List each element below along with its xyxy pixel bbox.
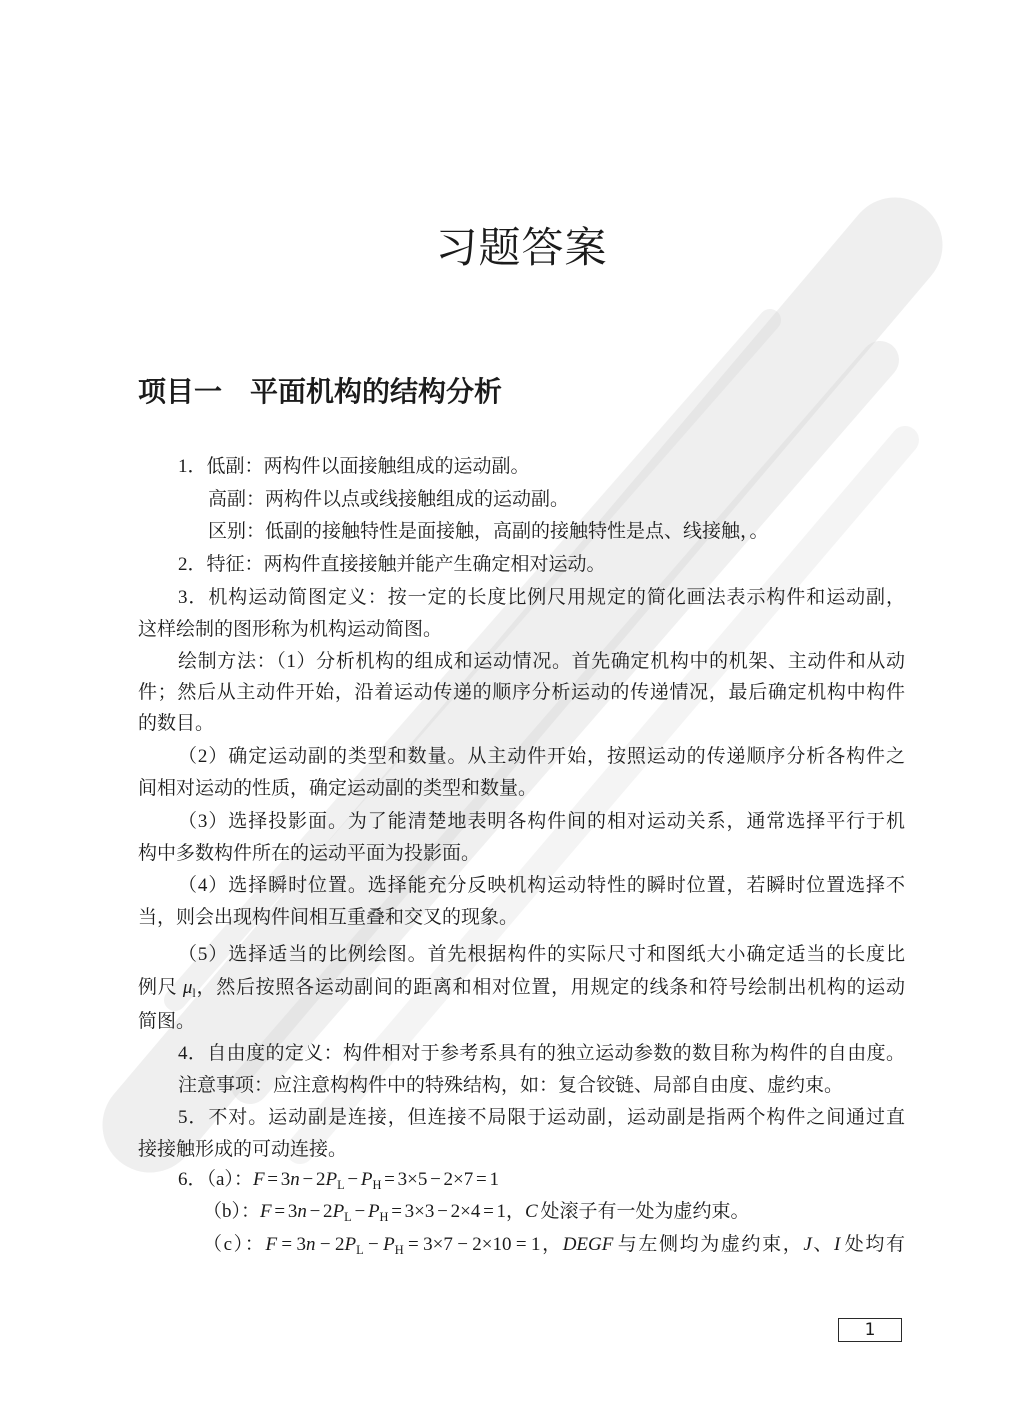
math-subscript: H — [394, 1242, 404, 1257]
answer-1-low-pair: 1．低副：两构件以面接触组成的运动副。 — [178, 456, 530, 477]
answer-3-method-step-5-line-1: （5）选择适当的比例绘图。首先根据构件的实际尺寸和图纸大小确定适当的长度比 — [178, 944, 905, 965]
math-variable: C — [525, 1201, 538, 1222]
text-run: − 2 — [299, 1169, 326, 1190]
math-variable: I — [834, 1234, 841, 1255]
answer-2-feature: 2．特征：两构件直接接触并能产生确定相对运动。 — [178, 554, 606, 575]
answer-3-method-step-3-line-2: 构中多数构件所在的运动平面为投影面。 — [138, 843, 481, 864]
math-variable: P — [332, 1201, 345, 1222]
math-subscript: l — [192, 985, 196, 1000]
section-heading: 项目一 平面机构的结构分析 — [138, 375, 503, 408]
text-run: = 3 — [271, 1201, 298, 1222]
math-variable: P — [383, 1234, 395, 1255]
math-variable: μ — [182, 977, 193, 998]
answer-6b-formula — [203, 1197, 905, 1229]
answer-3-definition-line-1: 3．机构运动简图定义：按一定的长度比例尺用规定的简化画法表示构件和运动副， — [178, 587, 905, 608]
text-run: − 2 — [315, 1234, 345, 1255]
text-run: （c）： — [203, 1234, 266, 1255]
page-number: 1 — [864, 1320, 876, 1340]
math-variable: n — [290, 1169, 300, 1190]
answer-6a-formula — [178, 1165, 905, 1197]
answer-3-method-step-1-line-1: 绘制方法：（1）分析机构的组成和运动情况。首先确定机构中的机架、主动件和从动 — [178, 651, 905, 672]
page-number-box — [838, 1318, 902, 1342]
math-variable: P — [367, 1201, 380, 1222]
answer-3-method-step-2-line-2: 间相对运动的性质，确定运动副的类型和数量。 — [138, 778, 538, 799]
text-run: 处滚子有一处为虚约束。 — [537, 1201, 750, 1222]
text-run: 例尺 — [138, 977, 183, 998]
math-variable: J — [803, 1234, 812, 1255]
math-variable: P — [344, 1234, 357, 1255]
answer-3-method-step-1-line-2: 件；然后从主动件开始，沿着运动传递的顺序分析运动的传递情况，最后确定机构中构件 — [138, 682, 905, 703]
text-run: − — [351, 1201, 368, 1222]
text-run: ，然后按照各运动副间的距离和相对位置，用规定的线条和符号绘制出机构的运动 — [195, 977, 905, 998]
math-subscript: H — [379, 1209, 389, 1224]
math-variable: F — [265, 1234, 278, 1255]
text-run: 处均有 — [840, 1234, 905, 1255]
math-variable: n — [306, 1234, 316, 1255]
answer-4-notes: 注意事项：应注意构构件中的特殊结构，如：复合铰链、局部自由度、虚约束。 — [178, 1075, 844, 1096]
answer-3-definition-line-2: 这样绘制的图形称为机构运动简图。 — [138, 619, 443, 640]
answer-5-line-2: 接接触形成的可动连接。 — [138, 1139, 348, 1160]
answer-3-method-step-5-line-3: 简图。 — [138, 1011, 196, 1032]
answer-6c-formula — [203, 1230, 905, 1262]
text-run: 、 — [811, 1234, 835, 1255]
math-subscript: L — [344, 1209, 352, 1224]
text-run: （b）： — [203, 1201, 261, 1222]
math-subscript: L — [337, 1177, 345, 1192]
math-subscript: H — [372, 1177, 382, 1192]
page-title: 习题答案 — [435, 223, 608, 272]
math-variable: n — [297, 1201, 307, 1222]
answer-5-line-1: 5．不对。运动副是连接，但连接不局限于运动副，运动副是指两个构件之间通过直 — [178, 1107, 905, 1128]
text-run: = 3×7 − 2×10 = 1， — [403, 1234, 563, 1255]
text-run: = 3×5 − 2×7 = 1 — [381, 1169, 499, 1190]
answer-3-method-step-4-line-1: （4）选择瞬时位置。选择能充分反映机构运动特性的瞬时位置，若瞬时位置选择不 — [178, 875, 905, 896]
answer-3-method-step-1-line-3: 的数目。 — [138, 713, 215, 734]
answer-3-method-step-4-line-2: 当，则会出现构件间相互重叠和交叉的现象。 — [138, 907, 519, 928]
math-variable: P — [360, 1169, 373, 1190]
text-run: − — [363, 1234, 384, 1255]
text-run: = 3×3 − 2×4 = 1， — [388, 1201, 526, 1222]
text-run: − — [344, 1169, 361, 1190]
text-run: = 3 — [277, 1234, 307, 1255]
math-variable: DEGF — [562, 1234, 614, 1255]
answer-1-difference: 区别：低副的接触特性是面接触，高副的接触特性是点、线接触，。 — [208, 521, 769, 542]
math-variable: F — [260, 1201, 272, 1222]
answer-4-definition: 4．自由度的定义：构件相对于参考系具有的独立运动参数的数目称为构件的自由度。 — [178, 1043, 905, 1064]
answer-1-high-pair: 高副：两构件以点或线接触组成的运动副。 — [208, 489, 570, 510]
math-subscript: L — [356, 1242, 364, 1257]
text-run: − 2 — [306, 1201, 333, 1222]
text-run: 6．（a）： — [178, 1169, 253, 1190]
math-variable: F — [252, 1169, 265, 1190]
text-run: 与左侧均为虚约束， — [613, 1234, 804, 1255]
text-run: = 3 — [264, 1169, 291, 1190]
math-variable: P — [325, 1169, 338, 1190]
answer-3-method-step-5-line-2 — [138, 973, 905, 1005]
answer-3-method-step-3-line-1: （3）选择投影面。为了能清楚地表明各构件间的相对运动关系，通常选择平行于机 — [178, 811, 905, 832]
answer-3-method-step-2-line-1: （2）确定运动副的类型和数量。从主动件开始，按照运动的传递顺序分析各构件之 — [178, 746, 905, 767]
